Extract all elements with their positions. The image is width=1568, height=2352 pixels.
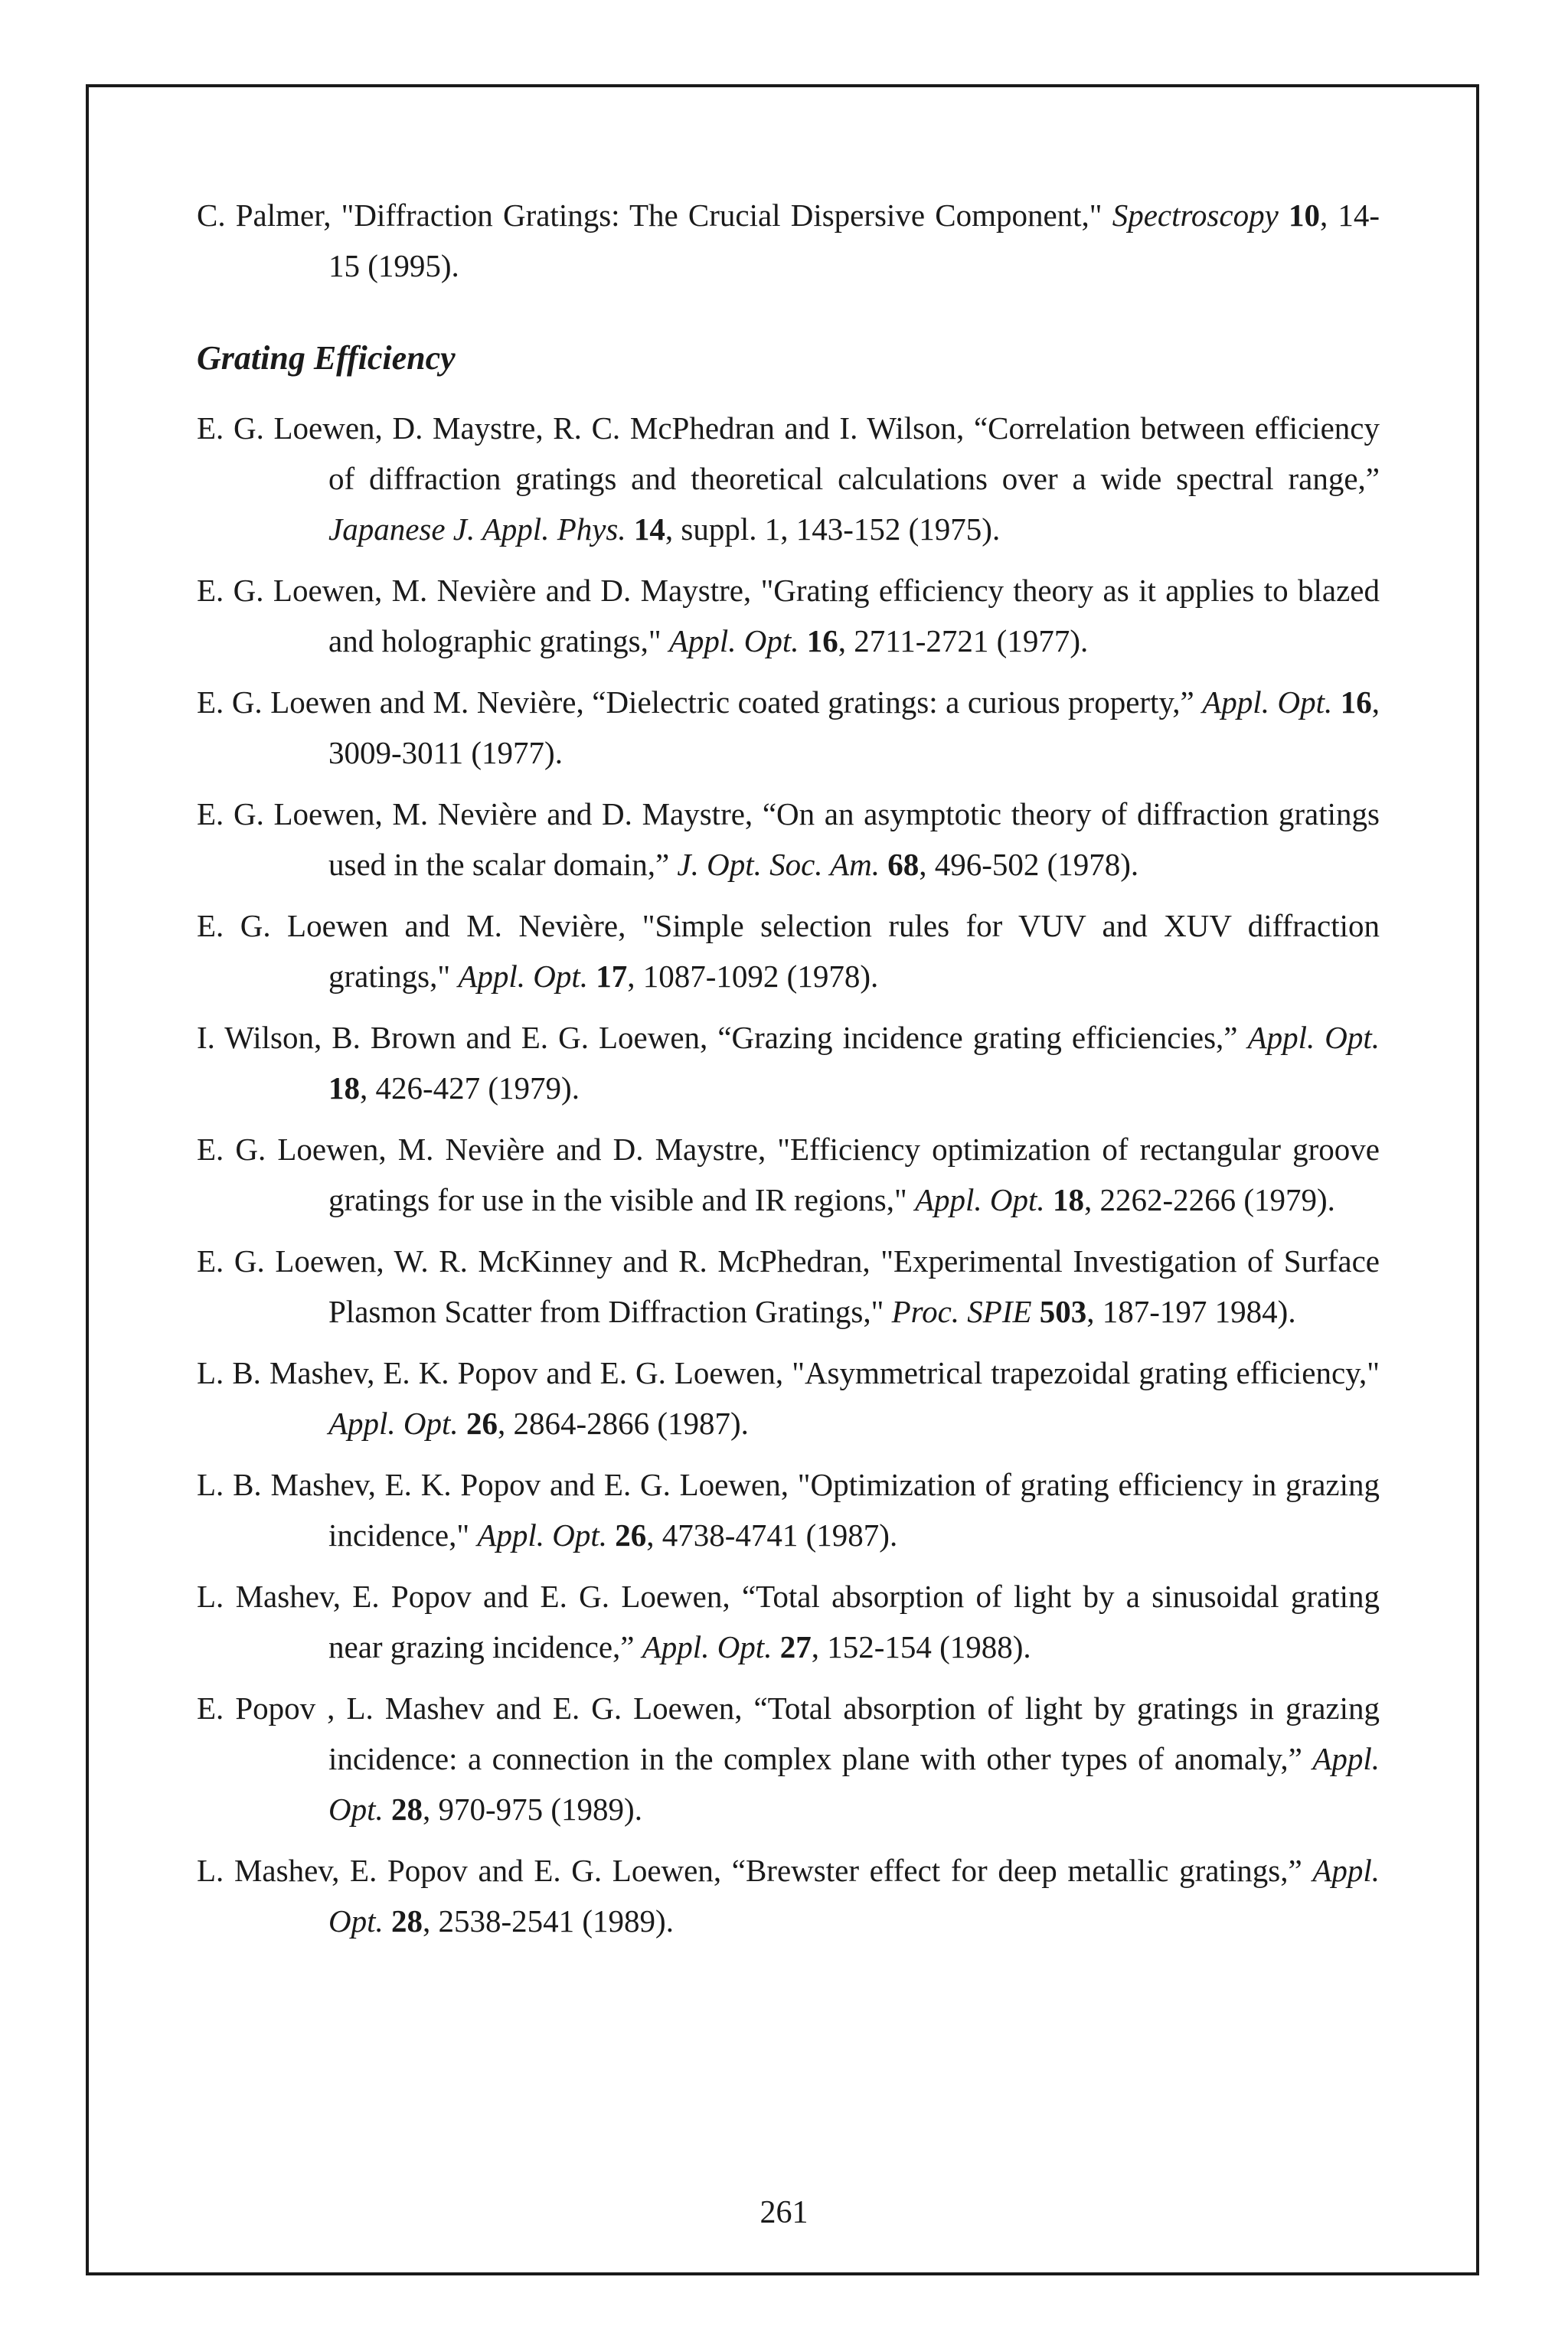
reference-entry bbox=[197, 1459, 1380, 1560]
reference-title: “Grazing incidence grating efficiencies,” bbox=[717, 1020, 1248, 1055]
reference-title: "Optimization of grating efficiency in grazing incidence," bbox=[328, 1467, 1380, 1553]
reference-title: "Grating efficiency theory as it applies to blazed and holographic gratings," bbox=[328, 573, 1380, 658]
reference-journal: Appl. Opt. bbox=[458, 959, 589, 994]
reference-authors: E. G. Loewen and M. Nevière, bbox=[197, 684, 593, 720]
reference-journal: Appl. Opt. bbox=[668, 623, 799, 658]
reference-title: “Correlation between efficiency of diffraction gratings and theoretical calculations over a wide spectral range,” bbox=[328, 410, 1380, 496]
reference-volume: 16 bbox=[1340, 684, 1372, 720]
reference-volume: 18 bbox=[1052, 1182, 1084, 1217]
reference-entry bbox=[197, 1683, 1380, 1834]
reference-title: "Asymmetrical trapezoidal grating efficiency," bbox=[792, 1355, 1380, 1390]
page-number: 261 bbox=[760, 2195, 808, 2230]
reference-journal: Appl. Opt. bbox=[477, 1517, 607, 1553]
reference-authors: E. G. Loewen, M. Nevière and D. Maystre, bbox=[197, 796, 763, 831]
reference-authors: L. Mashev, E. Popov and E. G. Loewen, bbox=[197, 1579, 742, 1614]
reference-entry bbox=[197, 1236, 1380, 1337]
reference-title: “On an asymptotic theory of diffraction gratings used in the scalar domain,” bbox=[328, 796, 1380, 882]
reference-journal: J. Opt. Soc. Am. bbox=[677, 847, 880, 882]
reference-entry bbox=[197, 677, 1380, 778]
reference-entry bbox=[197, 403, 1380, 554]
reference-volume: 28 bbox=[391, 1903, 423, 1939]
reference-pages-year: , 2864-2866 (1987). bbox=[497, 1406, 749, 1441]
reference-entry bbox=[197, 900, 1380, 1001]
reference-pages-year: , 152-154 (1988). bbox=[811, 1629, 1031, 1664]
reference-journal: Proc. SPIE bbox=[891, 1294, 1032, 1329]
reference-entry bbox=[197, 1571, 1380, 1672]
reference-volume: 26 bbox=[615, 1517, 647, 1553]
reference-volume: 10 bbox=[1288, 198, 1320, 233]
page-content bbox=[197, 190, 1380, 1957]
reference-journal: Appl. Opt. bbox=[328, 1406, 459, 1441]
reference-pages-year: , 426-427 (1979). bbox=[360, 1070, 580, 1106]
reference-authors: L. B. Mashev, E. K. Popov and E. G. Loewen, bbox=[197, 1355, 792, 1390]
reference-authors: I. Wilson, B. Brown and E. G. Loewen, bbox=[197, 1020, 718, 1055]
reference-entry bbox=[197, 190, 1380, 291]
reference-journal: Appl. Opt. bbox=[328, 1853, 1380, 1939]
reference-authors: C. Palmer, bbox=[197, 198, 341, 233]
reference-entry bbox=[197, 1124, 1380, 1225]
reference-title: "Experimental Investigation of Surface Plasmon Scatter from Diffraction Gratings," bbox=[328, 1243, 1380, 1329]
reference-title: "Simple selection rules for VUV and XUV diffraction gratings," bbox=[328, 908, 1380, 994]
reference-volume: 18 bbox=[328, 1070, 360, 1106]
reference-entry bbox=[197, 789, 1380, 890]
reference-authors: E. G. Loewen, W. R. McKinney and R. McPhedran, bbox=[197, 1243, 881, 1279]
reference-title: “Total absorption of light by a sinusoidal grating near grazing incidence,” bbox=[328, 1579, 1380, 1664]
reference-volume: 27 bbox=[779, 1629, 812, 1664]
reference-volume: 16 bbox=[806, 623, 838, 658]
reference-authors: L. Mashev, E. Popov and E. G. Loewen, bbox=[197, 1853, 732, 1888]
reference-volume: 68 bbox=[887, 847, 920, 882]
reference-pages-year: , 496-502 (1978). bbox=[919, 847, 1139, 882]
reference-pages-year: , 970-975 (1989). bbox=[423, 1792, 642, 1827]
reference-title: "Efficiency optimization of rectangular groove gratings for use in the visible and IR regions," bbox=[328, 1132, 1380, 1217]
reference-volume: 28 bbox=[391, 1792, 423, 1827]
reference-pages-year: , 2711-2721 (1977). bbox=[838, 623, 1089, 658]
reference-journal: Appl. Opt. bbox=[915, 1182, 1045, 1217]
reference-title: “Total absorption of light by gratings in grazing incidence: a connection in the complex plane with other types of anomaly,” bbox=[328, 1690, 1380, 1776]
reference-title: “Dielectric coated gratings: a curious property,” bbox=[592, 684, 1203, 720]
reference-authors: E. Popov , L. Mashev and E. G. Loewen, bbox=[197, 1690, 754, 1726]
reference-volume: 14 bbox=[633, 511, 665, 547]
reference-journal: Japanese J. Appl. Phys. bbox=[328, 511, 626, 547]
reference-volume: 17 bbox=[596, 959, 628, 994]
reference-journal: Appl. Opt. bbox=[328, 1741, 1380, 1827]
reference-pages-year: , 2538-2541 (1989). bbox=[423, 1903, 674, 1939]
reference-journal: Spectroscopy bbox=[1112, 198, 1279, 233]
reference-authors: E. G. Loewen, M. Nevière and D. Maystre, bbox=[197, 573, 761, 608]
reference-entry bbox=[197, 1348, 1380, 1449]
reference-entry bbox=[197, 1845, 1380, 1946]
reference-authors: L. B. Mashev, E. K. Popov and E. G. Loewen, bbox=[197, 1467, 798, 1502]
reference-pages-year: , 3009-3011 (1977). bbox=[328, 684, 1380, 770]
reference-pages-year: , suppl. 1, 143-152 (1975). bbox=[665, 511, 1001, 547]
reference-entry bbox=[197, 565, 1380, 666]
reference-pages-year: , 4738-4741 (1987). bbox=[646, 1517, 898, 1553]
reference-pages-year: , 1087-1092 (1978). bbox=[627, 959, 879, 994]
reference-authors: E. G. Loewen and M. Nevière, bbox=[197, 908, 642, 943]
reference-journal: Appl. Opt. bbox=[1247, 1020, 1380, 1055]
reference-volume: 26 bbox=[466, 1406, 498, 1441]
reference-authors: E. G. Loewen, M. Nevière and D. Maystre, bbox=[197, 1132, 778, 1167]
reference-entry bbox=[197, 1012, 1380, 1113]
reference-pages-year: , 14-15 (1995). bbox=[328, 198, 1380, 283]
reference-volume: 503 bbox=[1039, 1294, 1087, 1329]
reference-journal: Appl. Opt. bbox=[1202, 684, 1333, 720]
reference-title: “Brewster effect for deep metallic gratings,” bbox=[731, 1853, 1313, 1888]
reference-title: "Diffraction Gratings: The Crucial Dispersive Component," bbox=[341, 198, 1112, 233]
section-heading: Grating Efficiency bbox=[197, 339, 456, 377]
reference-journal: Appl. Opt. bbox=[642, 1629, 773, 1664]
reference-pages-year: , 2262-2266 (1979). bbox=[1083, 1182, 1335, 1217]
reference-authors: E. G. Loewen, D. Maystre, R. C. McPhedran and I. Wilson, bbox=[197, 410, 974, 446]
reference-pages-year: , 187-197 1984). bbox=[1086, 1294, 1296, 1329]
